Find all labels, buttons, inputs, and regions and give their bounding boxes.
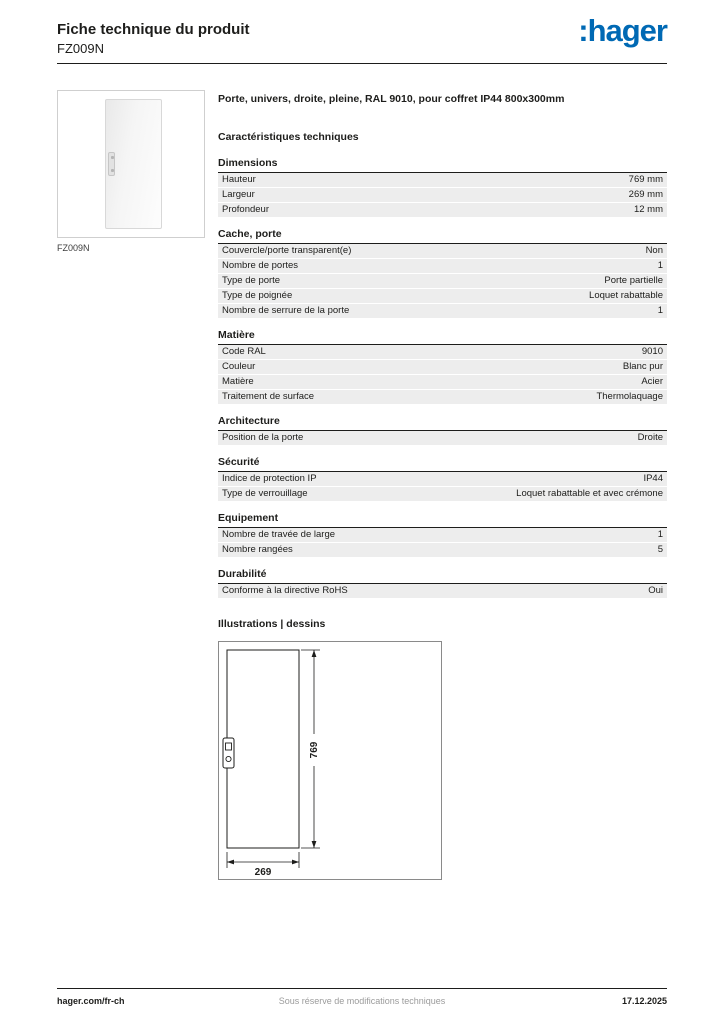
spec-label: Type de poignée — [222, 290, 293, 302]
section-title: Cache, porte — [218, 228, 667, 244]
spec-label: Nombre de serrure de la porte — [222, 305, 350, 317]
spec-row — [218, 472, 667, 487]
footer-disclaimer: Sous réserve de modifications techniques — [278, 996, 446, 1006]
spec-value: Blanc pur — [622, 361, 663, 373]
spec-value: IP44 — [643, 473, 663, 485]
spec-row — [218, 304, 667, 319]
drawing-door-outline — [227, 650, 299, 848]
spec-label: Nombre de travée de large — [222, 529, 336, 541]
spec-row — [218, 375, 667, 390]
spec-section — [218, 415, 667, 446]
spec-label: Matière — [222, 376, 254, 388]
spec-section — [218, 157, 667, 218]
spec-value: Acier — [641, 376, 663, 388]
spec-row — [218, 188, 667, 203]
spec-row — [218, 487, 667, 502]
spec-row — [218, 543, 667, 558]
spec-value: Non — [645, 245, 663, 257]
spec-row — [218, 528, 667, 543]
spec-row — [218, 360, 667, 375]
product-image-caption: FZ009N — [57, 243, 90, 253]
door-handle-detail — [108, 152, 115, 176]
main-content — [218, 93, 667, 880]
spec-label: Profondeur — [222, 204, 270, 216]
product-image — [57, 90, 205, 238]
section-title: Sécurité — [218, 456, 667, 472]
product-code: FZ009N — [57, 41, 104, 56]
spec-value: 1 — [657, 260, 663, 272]
arrow-down-icon — [312, 841, 317, 848]
spec-section — [218, 512, 667, 558]
spec-value: Porte partielle — [604, 275, 663, 287]
spec-value: Droite — [637, 432, 663, 444]
spec-label: Hauteur — [222, 174, 256, 186]
footer-website-link[interactable]: hager.com/fr-ch — [57, 996, 125, 1006]
door-photo — [105, 99, 162, 229]
spec-value: Oui — [648, 585, 663, 597]
section-title: Durabilité — [218, 568, 667, 584]
section-title: Dimensions — [218, 157, 667, 173]
spec-row — [218, 289, 667, 304]
spec-value: Thermolaquage — [596, 391, 663, 403]
drawing-svg — [219, 642, 441, 879]
page-title: Fiche technique du produit — [57, 21, 250, 38]
header-divider — [57, 63, 667, 64]
spec-row — [218, 203, 667, 218]
spec-row — [218, 274, 667, 289]
spec-value: 269 mm — [628, 189, 663, 201]
spec-value: 5 — [657, 544, 663, 556]
drawing-height-value: 769 — [309, 741, 320, 759]
spec-label: Code RAL — [222, 346, 266, 358]
spec-section — [218, 228, 667, 319]
spec-section — [218, 329, 667, 405]
spec-value: 1 — [657, 529, 663, 541]
spec-value: 769 mm — [628, 174, 663, 186]
technical-drawing — [218, 641, 442, 880]
arrow-right-icon — [292, 860, 299, 865]
drawing-width-dimension-lines — [227, 852, 299, 868]
spec-label: Position de la porte — [222, 432, 304, 444]
spec-label: Type de porte — [222, 275, 281, 287]
spec-label: Traitement de surface — [222, 391, 315, 403]
spec-sections — [218, 157, 667, 599]
drawing-width-value: 269 — [254, 867, 272, 879]
spec-row — [218, 431, 667, 446]
spec-row — [218, 259, 667, 274]
illustrations-title: Illustrations | dessins — [218, 618, 326, 631]
spec-section — [218, 568, 667, 599]
spec-row — [218, 584, 667, 599]
spec-label: Type de verrouillage — [222, 488, 308, 500]
spec-label: Couvercle/porte transparent(e) — [222, 245, 352, 257]
spec-value: 9010 — [641, 346, 663, 358]
hager-logo: :hager — [578, 13, 667, 48]
footer-divider — [57, 988, 667, 989]
spec-label: Nombre rangées — [222, 544, 293, 556]
spec-label: Nombre de portes — [222, 260, 299, 272]
product-description: Porte, univers, droite, pleine, RAL 9010, pour coffret IP44 800x300mm — [218, 93, 565, 105]
spec-value: 1 — [657, 305, 663, 317]
drawing-handle-detail — [223, 738, 234, 768]
spec-value: Loquet rabattable — [589, 290, 663, 302]
spec-section — [218, 456, 667, 502]
characteristics-title: Caractéristiques techniques — [218, 131, 359, 144]
footer-date: 17.12.2025 — [621, 996, 667, 1006]
arrow-up-icon — [312, 650, 317, 657]
spec-label: Largeur — [222, 189, 255, 201]
spec-row — [218, 173, 667, 188]
spec-label: Conforme à la directive RoHS — [222, 585, 348, 597]
spec-row — [218, 244, 667, 259]
section-title: Matière — [218, 329, 667, 345]
spec-label: Indice de protection IP — [222, 473, 317, 485]
spec-value: Loquet rabattable et avec crémone — [516, 488, 663, 500]
section-title: Architecture — [218, 415, 667, 431]
spec-row — [218, 345, 667, 360]
spec-value: 12 mm — [633, 204, 663, 216]
arrow-left-icon — [227, 860, 234, 865]
spec-label: Couleur — [222, 361, 256, 373]
section-title: Equipement — [218, 512, 667, 528]
spec-row — [218, 390, 667, 405]
